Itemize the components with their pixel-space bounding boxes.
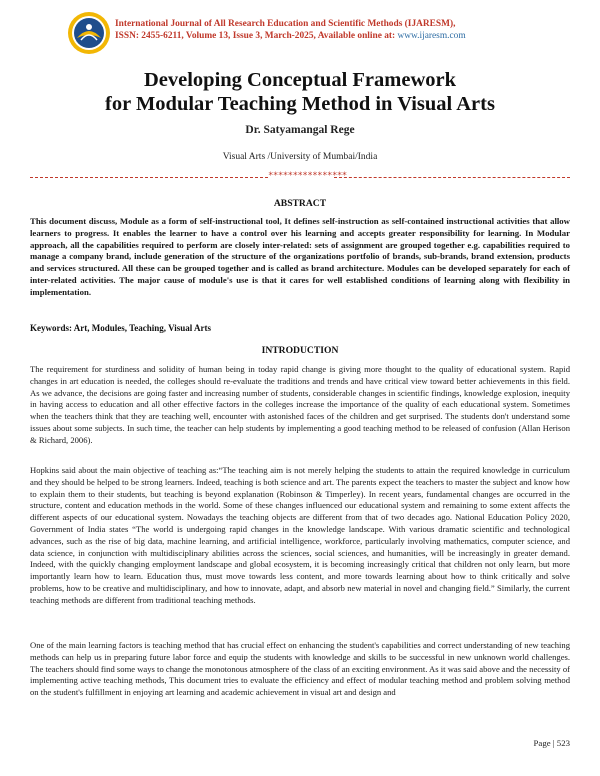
separator-stars: **************** bbox=[268, 171, 347, 181]
intro-paragraph-3: One of the main learning factors is teaching method that has crucial effect on enhancing the student's capabilities and correct understanding of new teaching methods can help us in preparing future labor force and equip the students with knowledge and skills to be successful in new unknown world challenges. The teachers should find some ways to change the monotonous atmosphere of the class of an exciting environment. As it was said above and the necessity of implementing active teaching methods, This document tries to evaluate the efficiency and effect of modular teaching method and problem solving method on the student's fulfillment in enjoying art learning and academic achievement in visual art and design and bbox=[30, 640, 570, 698]
separator-dash-right bbox=[334, 177, 570, 178]
title-line-2: for Modular Teaching Method in Visual Arts bbox=[105, 93, 495, 115]
journal-logo-icon bbox=[67, 10, 111, 56]
journal-issn: ISSN: 2455-6211, Volume 13, Issue 3, March-2025, Available online at: bbox=[115, 31, 398, 41]
journal-header bbox=[67, 10, 547, 56]
author-name: Dr. Satyamangal Rege bbox=[245, 124, 355, 136]
intro-paragraph-1: The requirement for sturdiness and solidity of human being in today rapid change is giving more thought to the quality of educational system. Rapid changes in art education is needed, the colleges should re-evaluate the traditions and trends and have critical view toward better achievements in this field. As we advance, the decisions are going faster and increasing number of students, considerable changes in scientific findings, knowledge explosion, inequity in having access to education and all other effective factors in the colleges increase the importance of the quality of each educational system. Sometimes when the teachers think that they are teaching well, encounter with astonished faces of the children and get surprised. The students don't understand some issues about some subjects. In such time, the teacher can help students by implementing a good teaching method to be released of confusion (Allan Herison & Richard, 2006). bbox=[30, 364, 570, 445]
intro-paragraph-2: Hopkins said about the main objective of teaching as:“The teaching aim is not merely helping the students to attain the required knowledge in curriculum and they should be helped to be strong learners. Indeed, teaching is both science and art. The parents expect the teachers to master the subject and know how to explain them to their students, but teaching is beyond explanation (Robinson & Timperley). In recent years, fundamental changes are occurred in the structure, content and education methods in the world. Some of these changes influenced our educational system and remaining to some extent affects the different aspects of our educational system. Nowadays the teaching objects are different from that of two decades ago. National Education Policy 2020, Government of India states “The world is undergoing rapid changes in the knowledge landscape. With various dramatic scientific and technological advances, such as the rise of big data, machine learning, and artificial intelligence, workforce, particularly involving mathematics, computer science, and data science, in conjunction with multidisciplinary abilities across the sciences, social sciences, and humanities, will be increasingly in greater demand. Indeed, with the quickly changing employment landscape and global ecosystem, it is becoming increasingly critical that children not only learn, but more importantly learn how to learn. Education thus, must move towards less content, and more towards learning about how to think critically and solve problems, how to be creative and multidisciplinary, and how to innovate, adapt, and absorb new material in novel and changing field.” Similarly, the current teaching methods are different from traditional teaching methods. bbox=[30, 465, 570, 605]
section-separator bbox=[30, 172, 570, 184]
author-affiliation: Visual Arts /University of Mumbai/India bbox=[222, 152, 378, 162]
separator-dash-left bbox=[30, 177, 268, 178]
journal-meta bbox=[115, 30, 555, 42]
page-number: Page | 523 bbox=[533, 738, 570, 748]
journal-info bbox=[115, 18, 555, 42]
introduction-heading: INTRODUCTION bbox=[261, 345, 339, 356]
keywords-label: Keywords: bbox=[30, 323, 74, 333]
abstract-text: This document discuss, Module as a form of self-instructional tool, It defines self-instruction as self-contained instructional activities that allow learners to progress. It enables the learner to have a control over his learning and accepts greater responsibility for learning. In Modular approach, all the capabilities required to perform are closely inter-related: sets of assignment are grouped together e.g. capabilities required to manage a company brand, include generation of the structure of the organizations portfolio of brands, sub-brands, brand extension, products and services structured. All these can be grouped together and is called as brand architecture. Modules can be developed separately for each of inter-related activities. The major cause of module's use is that it cares for well established conditions of learning along with flexibility in implementation. bbox=[30, 216, 570, 297]
journal-name: International Journal of All Research Education and Scientific Methods (IJARESM), bbox=[115, 19, 456, 29]
title-line-1: Developing Conceptual Framework bbox=[143, 69, 457, 91]
paper-title bbox=[0, 68, 600, 116]
abstract-heading: ABSTRACT bbox=[273, 198, 327, 209]
keywords-values: Art, Modules, Teaching, Visual Arts bbox=[73, 323, 212, 333]
journal-website-link[interactable]: www.ijaresm.com bbox=[397, 31, 466, 41]
keywords-line bbox=[30, 323, 570, 333]
